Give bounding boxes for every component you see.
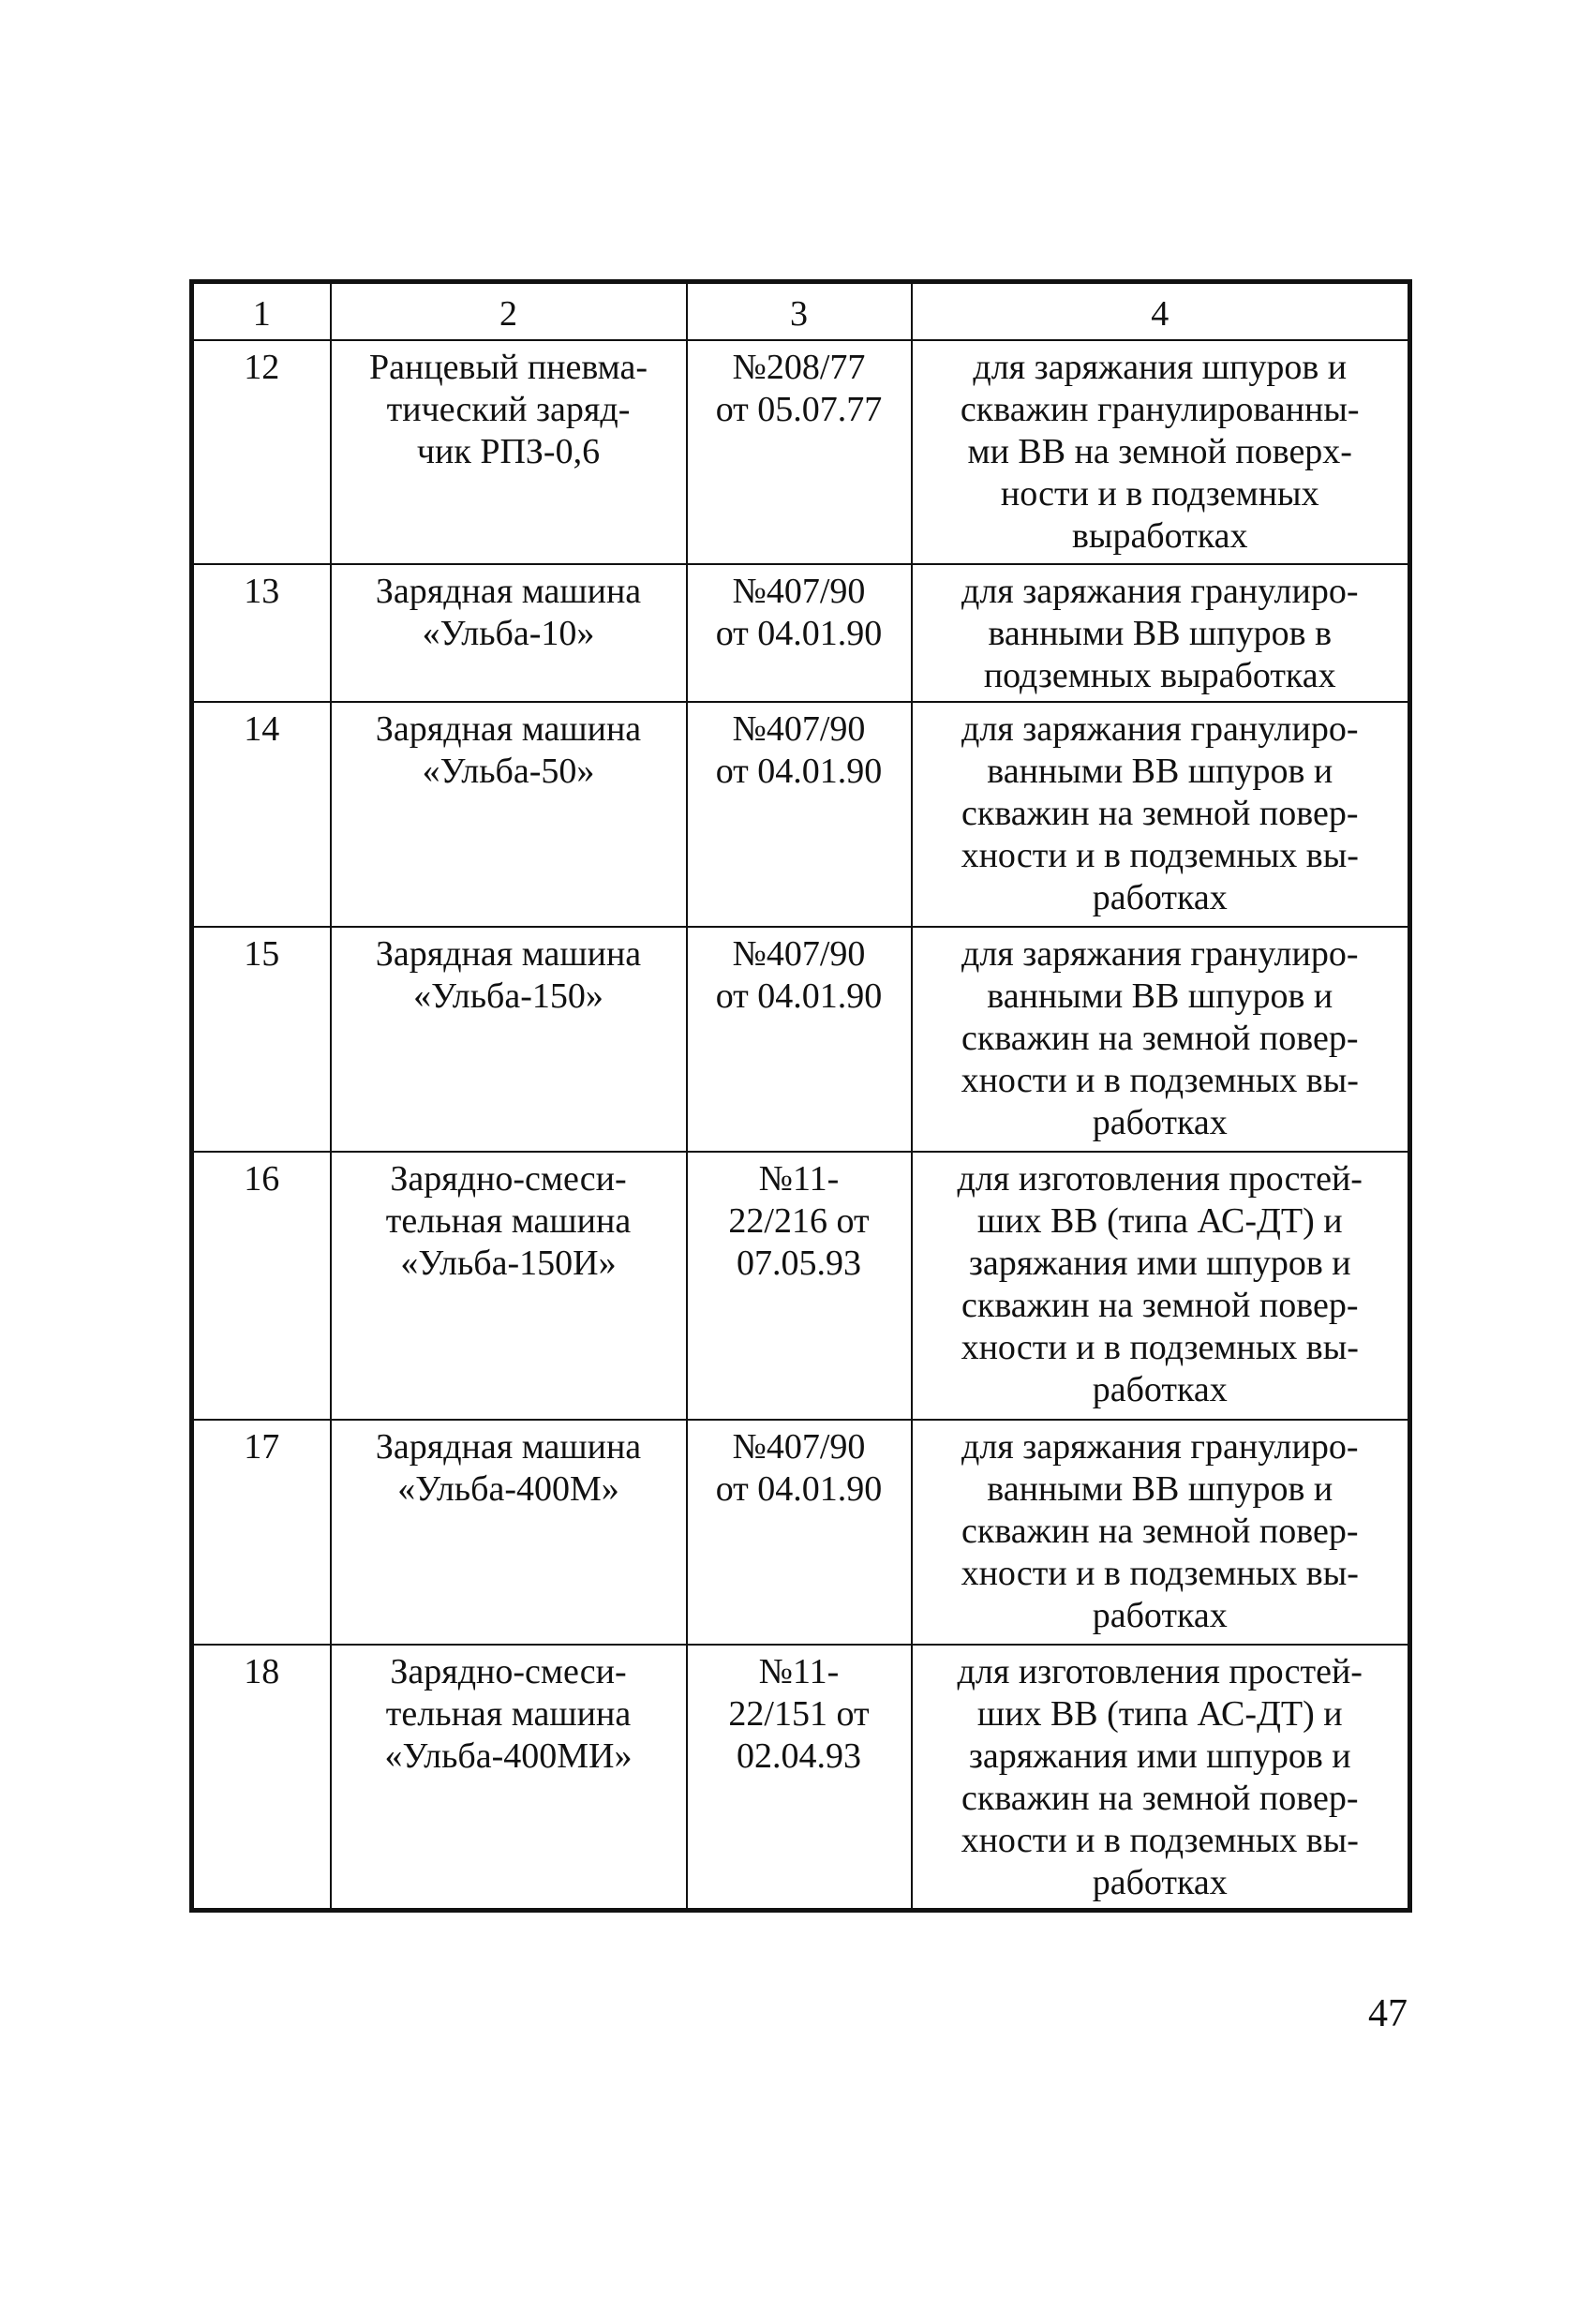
equipment-name-cell xyxy=(331,1645,687,1911)
equipment-name-cell xyxy=(331,564,687,702)
equipment-name-cell-line: тический заряд- xyxy=(386,390,631,429)
permit-cell-line: 22/151 от xyxy=(728,1694,870,1734)
table-row xyxy=(192,340,1410,564)
equipment-name-cell-line: «Ульба-50» xyxy=(422,752,595,791)
purpose-cell-line: ванными ВВ шпуров в xyxy=(988,614,1333,653)
purpose-cell xyxy=(912,564,1410,702)
permit-cell-line: 02.04.93 xyxy=(737,1736,861,1776)
purpose-cell-line: для изготовления простей- xyxy=(957,1652,1363,1691)
table-row xyxy=(192,1152,1410,1420)
equipment-name-cell-line: Зарядно-смеси- xyxy=(390,1652,627,1691)
permit-cell xyxy=(687,927,912,1152)
purpose-cell-line: ванными ВВ шпуров и xyxy=(987,976,1333,1016)
equipment-table-container xyxy=(189,279,1408,1913)
equipment-name-cell-line: Зарядно-смеси- xyxy=(390,1159,627,1199)
equipment-name-cell-line: чик РПЗ-0,6 xyxy=(416,432,601,471)
permit-cell xyxy=(687,1420,912,1645)
row-number-cell: 14 xyxy=(192,702,331,927)
purpose-cell-line: ми ВВ на земной поверх- xyxy=(967,432,1352,471)
header-cell-2: 2 xyxy=(331,282,687,341)
permit-cell xyxy=(687,340,912,564)
equipment-name-cell-line: Ранцевый пневма- xyxy=(369,348,648,387)
purpose-cell-line: для заряжания шпуров и xyxy=(973,348,1348,387)
row-number-cell: 17 xyxy=(192,1420,331,1645)
permit-cell-line: №11- xyxy=(758,1159,840,1199)
permit-cell xyxy=(687,1645,912,1911)
equipment-name-cell-line: тельная машина xyxy=(385,1201,632,1241)
table-row xyxy=(192,1420,1410,1645)
purpose-cell xyxy=(912,702,1410,927)
permit-cell-line: №407/90 xyxy=(732,934,866,974)
purpose-cell-line: скважин на земной повер- xyxy=(961,1019,1359,1058)
page-number: 47 xyxy=(1368,1992,1408,2035)
purpose-cell-line: выработках xyxy=(1071,516,1248,556)
table-row xyxy=(192,927,1410,1152)
table-header-row xyxy=(192,282,1410,341)
purpose-cell-line: скважин гранулированны- xyxy=(960,390,1360,429)
permit-cell-line: №407/90 xyxy=(732,709,866,749)
equipment-name-cell xyxy=(331,1152,687,1420)
purpose-cell xyxy=(912,927,1410,1152)
equipment-name-cell-line: «Ульба-400МИ» xyxy=(384,1736,633,1776)
equipment-name-cell-line: «Ульба-400М» xyxy=(397,1469,619,1509)
equipment-table xyxy=(189,279,1412,1913)
permit-cell-line: от 04.01.90 xyxy=(715,1469,883,1509)
equipment-name-cell-line: «Ульба-10» xyxy=(422,614,595,653)
purpose-cell-line: работках xyxy=(1092,878,1228,917)
purpose-cell-line: для заряжания гранулиро- xyxy=(961,572,1359,611)
purpose-cell-line: скважин на земной повер- xyxy=(961,794,1359,833)
header-cell-1: 1 xyxy=(192,282,331,341)
equipment-name-cell-line: Зарядная машина xyxy=(375,709,642,749)
permit-cell xyxy=(687,702,912,927)
equipment-name-cell-line: Зарядная машина xyxy=(375,934,642,974)
table-row xyxy=(192,1645,1410,1911)
purpose-cell-line: ших ВВ (типа АС-ДТ) и xyxy=(976,1201,1343,1241)
equipment-name-cell xyxy=(331,702,687,927)
equipment-name-cell-line: Зарядная машина xyxy=(375,1427,642,1467)
header-cell-3: 3 xyxy=(687,282,912,341)
purpose-cell-line: скважин на земной повер- xyxy=(961,1512,1359,1551)
purpose-cell-line: ванными ВВ шпуров и xyxy=(987,1469,1333,1509)
purpose-cell-line: работках xyxy=(1092,1370,1228,1409)
equipment-name-cell-line: «Ульба-150» xyxy=(413,976,603,1016)
row-number-cell: 16 xyxy=(192,1152,331,1420)
purpose-cell-line: ности и в подземных xyxy=(1000,474,1319,514)
permit-cell-line: №11- xyxy=(758,1652,840,1691)
purpose-cell-line: для изготовления простей- xyxy=(957,1159,1363,1199)
purpose-cell-line: скважин на земной повер- xyxy=(961,1779,1359,1818)
purpose-cell-line: ванными ВВ шпуров и xyxy=(987,752,1333,791)
row-number-cell: 13 xyxy=(192,564,331,702)
permit-cell-line: №407/90 xyxy=(732,1427,866,1467)
permit-cell xyxy=(687,1152,912,1420)
purpose-cell xyxy=(912,1152,1410,1420)
equipment-name-cell xyxy=(331,340,687,564)
purpose-cell-line: работках xyxy=(1092,1103,1228,1142)
permit-cell-line: от 04.01.90 xyxy=(715,976,883,1016)
purpose-cell-line: заряжания ими шпуров и xyxy=(968,1736,1351,1776)
purpose-cell xyxy=(912,1645,1410,1911)
permit-cell-line: от 05.07.77 xyxy=(715,390,883,429)
equipment-name-cell xyxy=(331,927,687,1152)
purpose-cell xyxy=(912,1420,1410,1645)
table-row xyxy=(192,702,1410,927)
table-body xyxy=(192,282,1410,1911)
purpose-cell-line: для заряжания гранулиро- xyxy=(961,1427,1359,1467)
purpose-cell-line: хности и в подземных вы- xyxy=(961,1821,1359,1860)
equipment-name-cell-line: тельная машина xyxy=(385,1694,632,1734)
permit-cell-line: 07.05.93 xyxy=(737,1244,861,1283)
purpose-cell-line: скважин на земной повер- xyxy=(961,1286,1359,1325)
purpose-cell-line: хности и в подземных вы- xyxy=(961,1554,1359,1593)
purpose-cell-line: хности и в подземных вы- xyxy=(961,1061,1359,1100)
equipment-name-cell-line: Зарядная машина xyxy=(375,572,642,611)
purpose-cell-line: работках xyxy=(1092,1596,1228,1635)
row-number-cell: 12 xyxy=(192,340,331,564)
purpose-cell-line: хности и в подземных вы- xyxy=(961,836,1359,875)
permit-cell-line: от 04.01.90 xyxy=(715,752,883,791)
header-cell-4: 4 xyxy=(912,282,1410,341)
purpose-cell-line: работках xyxy=(1092,1863,1228,1902)
row-number-cell: 15 xyxy=(192,927,331,1152)
purpose-cell-line: для заряжания гранулиро- xyxy=(961,934,1359,974)
permit-cell-line: от 04.01.90 xyxy=(715,614,883,653)
row-number-cell: 18 xyxy=(192,1645,331,1911)
purpose-cell xyxy=(912,340,1410,564)
permit-cell-line: №407/90 xyxy=(732,572,866,611)
purpose-cell-line: ших ВВ (типа АС-ДТ) и xyxy=(976,1694,1343,1734)
equipment-name-cell-line: «Ульба-150И» xyxy=(400,1244,617,1283)
purpose-cell-line: подземных выработках xyxy=(983,656,1336,695)
purpose-cell-line: хности и в подземных вы- xyxy=(961,1328,1359,1367)
permit-cell xyxy=(687,564,912,702)
purpose-cell-line: заряжания ими шпуров и xyxy=(968,1244,1351,1283)
permit-cell-line: 22/216 от xyxy=(728,1201,870,1241)
purpose-cell-line: для заряжания гранулиро- xyxy=(961,709,1359,749)
permit-cell-line: №208/77 xyxy=(732,348,866,387)
table-row xyxy=(192,564,1410,702)
equipment-name-cell xyxy=(331,1420,687,1645)
